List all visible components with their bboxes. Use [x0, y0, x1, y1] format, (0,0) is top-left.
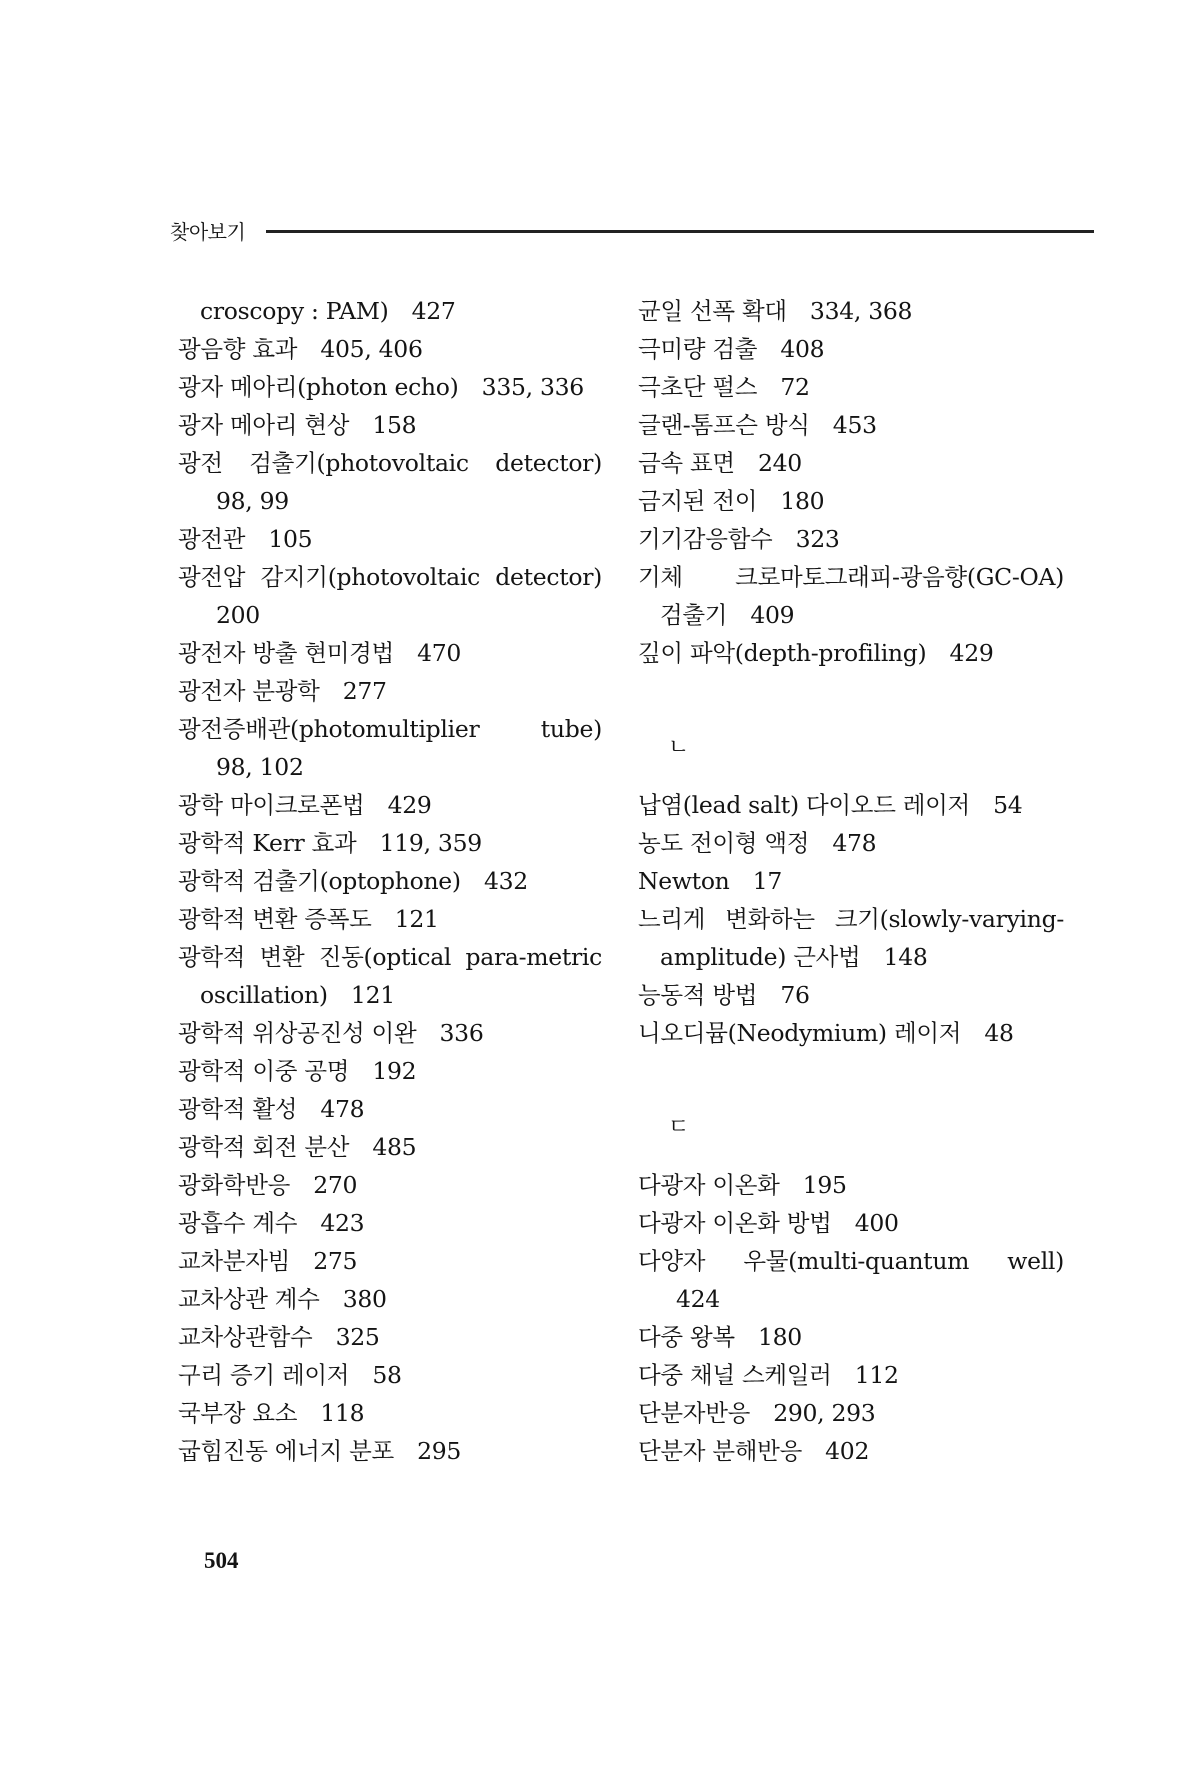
index-pages: 105: [268, 525, 313, 553]
index-pages: 336: [439, 1019, 484, 1047]
index-entry: [178, 292, 602, 330]
index-pages: 470: [417, 639, 462, 667]
index-column-right: [638, 292, 1064, 1470]
index-term: 단분자 분해반응: [638, 1437, 802, 1465]
index-entry: [178, 900, 602, 938]
index-pages: 400: [854, 1209, 899, 1237]
index-term: 구리 증기 레이저: [178, 1361, 350, 1389]
index-entry: [178, 1204, 602, 1242]
header-title: 찾아보기: [170, 220, 246, 244]
index-pages: 380: [342, 1285, 387, 1313]
index-entry: [178, 710, 602, 786]
index-pages: 200: [216, 601, 260, 629]
index-pages: 432: [483, 867, 528, 895]
index-term: 국부장 요소: [178, 1399, 298, 1427]
index-term: 광학적 검출기(optophone): [178, 867, 461, 895]
index-entry: [638, 824, 1064, 862]
index-entry: [178, 1356, 602, 1394]
index-term: croscopy : PAM): [200, 297, 389, 325]
index-pages: 402: [825, 1437, 870, 1465]
index-entry: [638, 900, 1064, 976]
index-entry: [638, 444, 1064, 482]
index-pages: 121: [350, 981, 395, 1009]
index-pages: 334, 368: [809, 297, 913, 325]
index-term: 굽힘진동 에너지 분포: [178, 1437, 394, 1465]
index-term: 니오디뮴(Neodymium) 레이저: [638, 1019, 962, 1047]
index-term: 극미량 검출: [638, 335, 758, 363]
index-entry: [178, 634, 602, 672]
index-entry: [178, 672, 602, 710]
index-pages: 112: [854, 1361, 899, 1389]
index-pages: 478: [320, 1095, 365, 1123]
index-entry: [178, 862, 602, 900]
index-pages: 121: [394, 905, 439, 933]
index-term: 광자 메아리(photon echo): [178, 373, 459, 401]
index-term: 기체 크로마토그래피-광음향(GC-OA) 검출기: [638, 563, 1064, 629]
index-group-g: [638, 292, 1064, 672]
index-term: 느리게 변화하는 크기(slowly-varying-amplitude) 근사법: [638, 905, 1064, 971]
index-entry: [638, 368, 1064, 406]
index-entry: [638, 1356, 1064, 1394]
index-term: 광전자 분광학: [178, 677, 320, 705]
index-term: 교차상관 계수: [178, 1285, 320, 1313]
index-entry: [178, 1090, 602, 1128]
index-entry: [638, 520, 1064, 558]
index-term: 깊이 파악(depth-profiling): [638, 639, 927, 667]
index-pages: 270: [313, 1171, 358, 1199]
index-term: 광음향 효과: [178, 335, 298, 363]
index-entry: [638, 558, 1064, 634]
index-pages: 277: [342, 677, 387, 705]
index-term: 광자 메아리 현상: [178, 411, 350, 439]
index-term: 다양자 우물(multi-quantum well): [638, 1247, 1064, 1275]
index-pages: 180: [780, 487, 825, 515]
index-term: 균일 선폭 확대: [638, 297, 787, 325]
index-entry: [638, 786, 1064, 824]
index-pages: 180: [757, 1323, 802, 1351]
index-pages: 409: [750, 601, 795, 629]
index-pages: 17: [752, 867, 782, 895]
index-entry: [178, 1280, 602, 1318]
index-term: 광학 마이크로폰법: [178, 791, 365, 819]
index-pages: 424: [676, 1285, 720, 1313]
index-entry: [178, 1394, 602, 1432]
index-entry: [638, 1204, 1064, 1242]
header-rule: [266, 230, 1094, 233]
index-entry: [178, 786, 602, 824]
index-pages: 148: [883, 943, 928, 971]
index-term: 능동적 방법: [638, 981, 758, 1009]
index-pages: 76: [780, 981, 810, 1009]
index-term: 광전증배관(photomultiplier tube): [178, 715, 602, 743]
index-column-left: [178, 292, 602, 1470]
index-entry: [638, 406, 1064, 444]
index-entry: [638, 1394, 1064, 1432]
index-entry: [638, 862, 1064, 900]
index-entry: [638, 1432, 1064, 1470]
running-header: [170, 212, 1070, 246]
index-group-d: [638, 1166, 1064, 1470]
index-entry: [178, 824, 602, 862]
index-term: 글랜-톰프슨 방식: [638, 411, 810, 439]
index-term: 광화학반응: [178, 1171, 291, 1199]
index-entry: [178, 368, 602, 406]
index-entry: [178, 406, 602, 444]
index-entry: [638, 1318, 1064, 1356]
index-entry: [178, 444, 602, 520]
index-term: 교차상관함수: [178, 1323, 313, 1351]
index-pages: 158: [372, 411, 417, 439]
index-term: 광학적 Kerr 효과: [178, 829, 357, 857]
index-pages: 427: [411, 297, 456, 325]
index-pages: 192: [372, 1057, 417, 1085]
index-entry: [178, 1014, 602, 1052]
index-entry: [638, 482, 1064, 520]
index-entry: [178, 1052, 602, 1090]
index-term: 광전압 감지기(photovoltaic detector): [178, 563, 602, 591]
index-term: 농도 전이형 액정: [638, 829, 810, 857]
index-term: 광전자 방출 현미경법: [178, 639, 394, 667]
section-spacer: [638, 672, 1064, 710]
index-entry: [638, 330, 1064, 368]
index-term: 금지된 전이: [638, 487, 758, 515]
index-entry: [178, 1318, 602, 1356]
index-entry: [638, 292, 1064, 330]
index-pages: 240: [757, 449, 802, 477]
index-term: Newton: [638, 867, 730, 895]
index-pages: 48: [984, 1019, 1014, 1047]
index-pages: 54: [993, 791, 1023, 819]
index-term: 광학적 위상공진성 이완: [178, 1019, 417, 1047]
index-pages: 405, 406: [320, 335, 423, 363]
index-entry: [178, 520, 602, 558]
index-pages: 295: [417, 1437, 462, 1465]
index-pages: 195: [802, 1171, 847, 1199]
index-pages: 72: [780, 373, 810, 401]
index-pages: 325: [335, 1323, 380, 1351]
index-group-n: [638, 786, 1064, 1052]
index-pages: 408: [780, 335, 825, 363]
section-heading-d: ㄷ: [668, 1115, 689, 1140]
index-pages: 429: [387, 791, 432, 819]
index-term: 기기감응함수: [638, 525, 773, 553]
index-term: 극초단 펄스: [638, 373, 758, 401]
index-term: 광전관: [178, 525, 246, 553]
index-term: 다중 채널 스케일러: [638, 1361, 832, 1389]
index-pages: 98, 102: [216, 753, 304, 781]
index-pages: 118: [320, 1399, 365, 1427]
index-entry: [178, 1166, 602, 1204]
index-pages: 429: [949, 639, 994, 667]
index-entry: [638, 1242, 1064, 1318]
index-term: 광학적 이중 공명: [178, 1057, 350, 1085]
index-term: 광학적 회전 분산: [178, 1133, 350, 1161]
index-entry: [178, 1432, 602, 1470]
index-term: 광학적 변환 진동(optical para-metric oscillation): [178, 943, 602, 1009]
section-heading-n: ㄴ: [668, 735, 689, 760]
index-entry: [178, 1242, 602, 1280]
index-pages: 453: [832, 411, 877, 439]
index-term: 광전 검출기(photovoltaic detector): [178, 449, 602, 477]
index-pages: 58: [372, 1361, 402, 1389]
index-entry: [638, 634, 1064, 672]
index-term: 다광자 이온화: [638, 1171, 780, 1199]
index-term: 단분자반응: [638, 1399, 751, 1427]
index-term: 다광자 이온화 방법: [638, 1209, 832, 1237]
index-pages: 290, 293: [773, 1399, 876, 1427]
index-term: 광학적 활성: [178, 1095, 298, 1123]
index-pages: 119, 359: [379, 829, 482, 857]
index-pages: 485: [372, 1133, 417, 1161]
index-pages: 98, 99: [216, 487, 289, 515]
page-number: 504: [204, 1548, 239, 1573]
index-pages: 423: [320, 1209, 365, 1237]
index-term: 납염(lead salt) 다이오드 레이저: [638, 791, 970, 819]
index-entry: [178, 330, 602, 368]
index-term: 광학적 변환 증폭도: [178, 905, 372, 933]
index-entry: [638, 1014, 1064, 1052]
section-spacer: [638, 1052, 1064, 1090]
index-term: 광흡수 계수: [178, 1209, 298, 1237]
index-entry: [178, 938, 602, 1014]
index-entry: [638, 976, 1064, 1014]
index-entry: [638, 1166, 1064, 1204]
index-pages: 323: [795, 525, 840, 553]
index-pages: 275: [313, 1247, 358, 1275]
index-term: 교차분자빔: [178, 1247, 291, 1275]
index-entry: [178, 1128, 602, 1166]
index-pages: 335, 336: [481, 373, 584, 401]
index-term: 다중 왕복: [638, 1323, 735, 1351]
index-pages: 478: [832, 829, 877, 857]
index-term: 금속 표면: [638, 449, 735, 477]
index-entry: [178, 558, 602, 634]
